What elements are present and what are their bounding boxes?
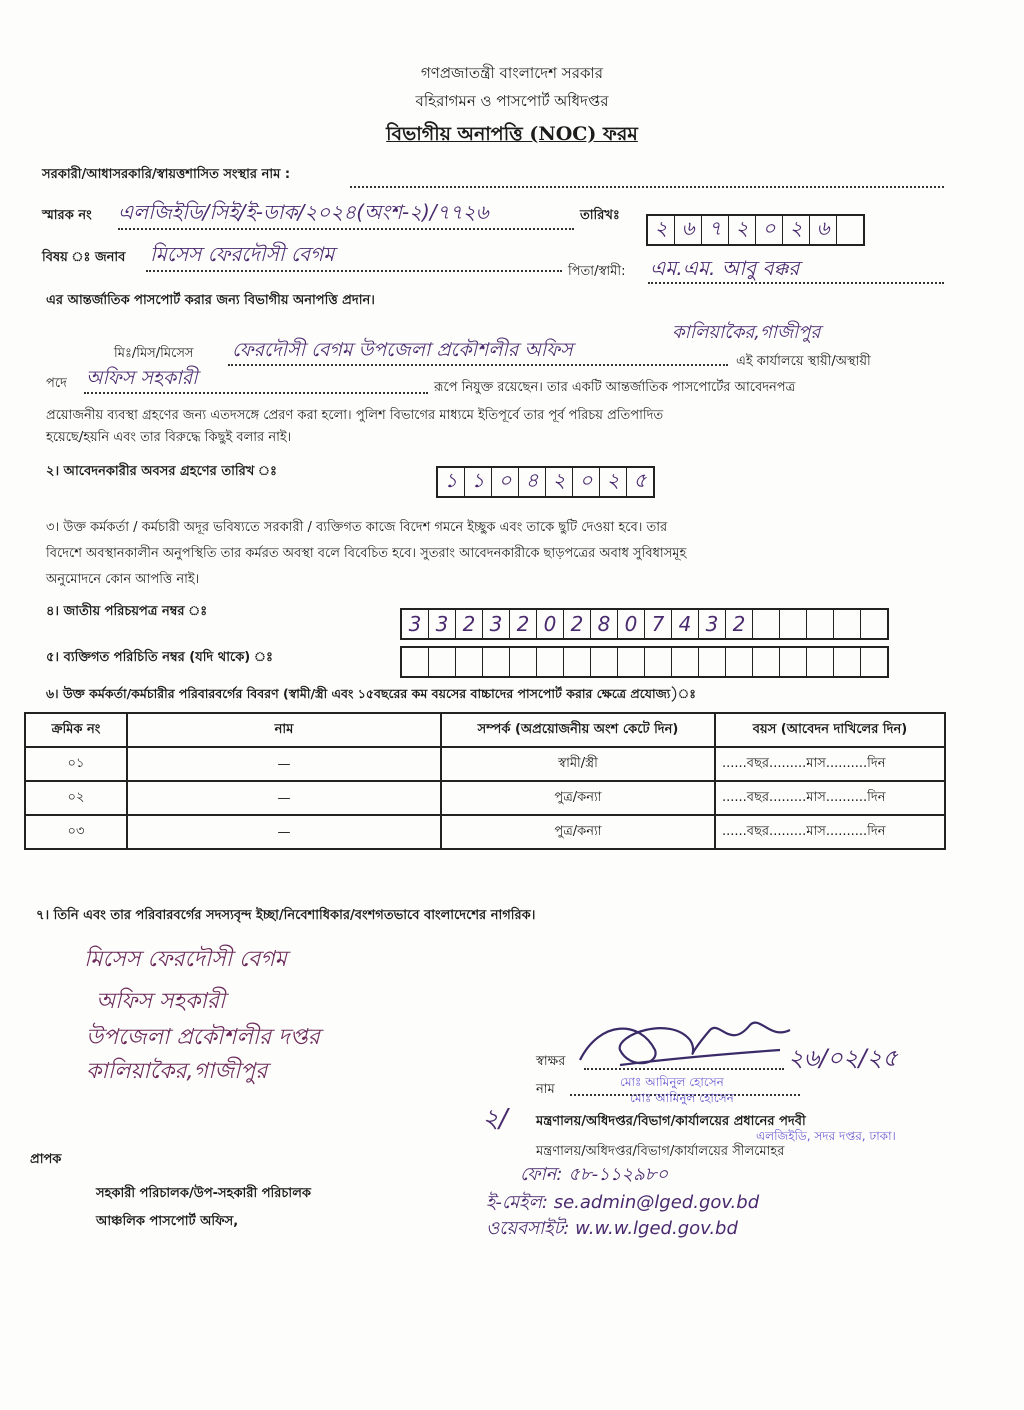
digit-box[interactable]: ২ (546, 468, 573, 496)
digit-box[interactable] (456, 648, 483, 676)
row-relation[interactable]: স্বামী/স্ত্রী (441, 747, 715, 781)
table-header-row (25, 713, 945, 747)
col-name: নাম (127, 713, 441, 747)
website-hw: ওয়েবসাইট: w.w.w.lged.gov.bd (486, 1218, 738, 1239)
signature-label: স্বাক্ষর (536, 1054, 566, 1069)
item3-line2: বিদেশে অবস্থানকালীন অনুপস্থিতি তার কর্মরত অবস্থা বলে বিবেচিত হবে। সুতরাং আবেদনকারীকে ছাড়পত্রের অবাধ সুবিধাসমূহ (46, 546, 687, 561)
digit-box[interactable]: ২ (729, 216, 756, 244)
digit-box[interactable]: 0 (618, 610, 645, 638)
row-name[interactable]: — (127, 815, 441, 849)
row-age[interactable]: ......বছর.........মাস..........দিন (715, 781, 945, 815)
memo-number[interactable]: এলজিইডি/সিই/ই-ডাক/২০২৪(অংশ-২)/৭৭২৬ (118, 200, 489, 224)
digit-box[interactable] (429, 648, 456, 676)
item3-line1: ৩। উক্ত কর্মকর্তা / কর্মচারী অদূর ভবিষ্যতে সরকারী / ব্যক্তিগত কাজে বিদেশ গমনে ইচ্ছুক এবং তাকে ছুটি দেওয়া হবে। তার (46, 520, 668, 535)
digit-box[interactable]: 2 (726, 610, 753, 638)
applicant-name-hw: মিসেস ফেরদৌসী বেগম (84, 947, 287, 972)
digit-box[interactable]: ২ (783, 216, 810, 244)
memo-underline (118, 228, 574, 230)
applicant-location-hw: কালিয়াকৈর,গাজীপুর (86, 1059, 268, 1084)
retirement-date-boxes[interactable] (436, 466, 655, 498)
father-underline (648, 282, 944, 284)
digit-box[interactable]: ৭ (702, 216, 729, 244)
row-age[interactable]: ......বছর.........মাস..........দিন (715, 747, 945, 781)
office-name-label: সরকারী/আধাসরকারি/স্বায়ত্তশাসিত সংস্থার নাম : (42, 167, 291, 182)
applicant-office-hw: উপজেলা প্রকৌশলীর দপ্তর (86, 1025, 320, 1050)
digit-box[interactable]: ৬ (810, 216, 837, 244)
col-serial: ক্রমিক নং (25, 713, 127, 747)
digit-box[interactable] (753, 648, 780, 676)
retirement-date-label: ২। আবেদনকারীর অবসর গ্রহণের তারিখ ঃ (46, 464, 277, 479)
digit-box[interactable] (591, 648, 618, 676)
signature-line[interactable] (584, 1068, 784, 1070)
designation-label: মন্ত্রণালয়/অধিদপ্তর/বিভাগ/কার্যালয়ের প্রধানের পদবী (536, 1114, 806, 1129)
recipient-line2: আঞ্চলিক পাসপোর্ট অফিস, (96, 1214, 239, 1229)
row-serial: ০৩ (25, 815, 127, 849)
stamp-name-1: মোঃ আমিনুল হোসেন (620, 1075, 724, 1089)
digit-box[interactable] (699, 648, 726, 676)
digit-box[interactable]: 3 (483, 610, 510, 638)
father-label: পিতা/স্বামী: (568, 264, 626, 279)
digit-box[interactable] (837, 216, 863, 244)
digit-box[interactable]: 7 (645, 610, 672, 638)
table-row (25, 815, 945, 849)
table-row (25, 747, 945, 781)
digit-box[interactable] (807, 610, 834, 638)
form-title-text: বিভাগীয় অনাপত্তি (NOC) ফরম (386, 123, 638, 145)
post-underline (84, 392, 428, 394)
digit-box[interactable] (645, 648, 672, 676)
digit-box[interactable] (483, 648, 510, 676)
applicant-post-hw: অফিস সহকারী (96, 989, 226, 1014)
digit-box[interactable] (672, 648, 699, 676)
digit-box[interactable] (834, 610, 861, 638)
nid-number-boxes[interactable] (400, 608, 889, 640)
digit-box[interactable]: 2 (564, 610, 591, 638)
digit-box[interactable]: ২ (600, 468, 627, 496)
recipient-label: প্রাপক (30, 1152, 62, 1167)
office-location-hw: কালিয়াকৈর,গাজীপুর (672, 322, 821, 343)
stamp-office: এলজিইডি, সদর দপ্তর, ঢাকা। (756, 1129, 896, 1143)
digit-box[interactable]: 3 (429, 610, 456, 638)
father-name[interactable]: এম.এম. আবু বক্কর (650, 256, 800, 280)
digit-box[interactable]: ৪ (519, 468, 546, 496)
govt-title: গণপ্রজাতন্ত্রী বাংলাদেশ সরকার (420, 64, 604, 82)
employee-name-underline (228, 364, 728, 366)
digit-box[interactable] (807, 648, 834, 676)
digit-box[interactable]: ২ (648, 216, 675, 244)
post-label: পদে (46, 376, 67, 391)
para1-text3: হয়েছে/হয়নি এবং তার বিরুদ্ধে কিছুই বলার নাই। (46, 430, 292, 445)
digit-box[interactable] (834, 648, 861, 676)
date-label: তারিখঃ (580, 208, 620, 223)
recipient-line1: সহকারী পরিচালক/উপ-সহকারী পরিচালক (96, 1186, 311, 1201)
digit-box[interactable]: ০ (573, 468, 600, 496)
digit-box[interactable]: ০ (756, 216, 783, 244)
personal-id-label: ৫। ব্যক্তিগত পরিচিতি নম্বর (যদি থাকে) ঃ (46, 650, 273, 665)
digit-box[interactable] (726, 648, 753, 676)
table-row (25, 781, 945, 815)
row-serial: ০২ (25, 781, 127, 815)
row-relation[interactable]: পুত্র/কন্যা (441, 815, 715, 849)
digit-box[interactable]: 2 (456, 610, 483, 638)
name-label: নাম (536, 1082, 555, 1097)
para1-prefix: মিঃ/মিস/মিসেস (114, 346, 194, 361)
digit-box[interactable] (564, 648, 591, 676)
digit-box[interactable] (780, 610, 807, 638)
dept-title: বহিরাগমন ও পাসপোর্ট অধিদপ্তর (415, 92, 609, 110)
digit-box[interactable] (618, 648, 645, 676)
subject-line2: এর আন্তর্জাতিক পাসপোর্ট করার জন্য বিভাগীয় অনাপত্তি প্রদান। (46, 293, 375, 308)
digit-box[interactable] (510, 648, 537, 676)
subject-underline (146, 270, 562, 272)
subject-label: বিষয় ঃ জনাব (42, 250, 126, 265)
signature-date-hw: ২৬/০২/২৫ (788, 1044, 898, 1072)
row-relation[interactable]: পুত্র/কন্যা (441, 781, 715, 815)
para1-text1: রূপে নিযুক্ত রয়েছেন। তার একটি আন্তর্জাতিক পাসপোর্টের আবেদনপত্র (434, 380, 796, 395)
subject-name[interactable]: মিসেস ফেরদৌসী বেগম (150, 242, 335, 266)
digit-box[interactable] (753, 610, 780, 638)
stamp-name-2: মোঃ আমিনুল হোসেন (630, 1091, 734, 1105)
digit-box[interactable]: ১ (465, 468, 492, 496)
digit-box[interactable]: 4 (672, 610, 699, 638)
family-table (24, 712, 946, 850)
digit-box[interactable]: 2 (510, 610, 537, 638)
item3-line3: অনুমোদনে কোন আপত্তি নাই। (46, 572, 200, 587)
family-details-label: ৬। উক্ত কর্মকর্তা/কর্মচারীর পরিবারবর্গের বিবরণ (স্বামী/স্ত্রী এবং ১৫বছরের কম বয়সের বাচ্চাদের পাসপোর্ট করার ক্ষেত্রে প্রযোজ্য)ঃ (46, 686, 696, 701)
sign-mark-hw: ২/ (482, 1104, 508, 1134)
nid-label: ৪। জাতীয় পরিচয়পত্র নম্বর ঃ (46, 604, 208, 619)
digit-box[interactable]: ০ (492, 468, 519, 496)
citizenship-statement: ৭। তিনি এবং তার পরিবারবর্গের সদস্যবৃন্দ ইচ্ছা/নিবেশাধিকার/বংশগতভাবে বাংলাদেশের নাগরিক। (36, 908, 536, 923)
digit-box[interactable]: ৬ (675, 216, 702, 244)
col-age: বয়স (আবেদন দাখিলের দিন) (715, 713, 945, 747)
row-age[interactable]: ......বছর.........মাস..........দিন (715, 815, 945, 849)
form-title (0, 120, 1024, 152)
office-name-field[interactable] (350, 186, 944, 188)
personal-id-boxes[interactable] (400, 646, 889, 678)
digit-box[interactable]: 8 (591, 610, 618, 638)
digit-box[interactable] (537, 648, 564, 676)
digit-box[interactable]: ৫ (633, 467, 647, 492)
email-hw: ই-মেইল: se.admin@lged.gov.bd (486, 1192, 760, 1213)
digit-box[interactable]: 3 (699, 610, 726, 638)
digit-box[interactable] (861, 610, 887, 638)
row-name[interactable]: — (127, 781, 441, 815)
digit-box[interactable] (780, 648, 807, 676)
digit-box[interactable]: 0 (537, 610, 564, 638)
row-name[interactable]: — (127, 747, 441, 781)
seal-label: মন্ত্রণালয়/অধিদপ্তর/বিভাগ/কার্যালয়ের সীলমোহর (536, 1144, 785, 1159)
memo-date-boxes[interactable] (646, 214, 865, 246)
memo-label: স্মারক নং (42, 208, 92, 223)
para1-suffix: এই কার্যালয়ে স্থায়ী/অস্থায়ী (736, 354, 871, 369)
digit-box[interactable]: ১ (438, 468, 465, 496)
digit-box[interactable]: 3 (402, 610, 429, 638)
employee-name-office[interactable]: ফেরদৌসী বেগম উপজেলা প্রকৌশলীর অফিস (232, 339, 573, 361)
digit-box[interactable] (402, 648, 429, 676)
post-value[interactable]: অফিস সহকারী (86, 367, 198, 389)
para1-text2: প্রয়োজনীয় ব্যবস্থা গ্রহণের জন্য এতদসঙ্গে প্রেরণ করা হলো। পুলিশ বিভাগের মাধ্যমে ইতিপূর্বে তার পূর্ব পরিচয় প্রতিপাদিত (46, 408, 664, 423)
col-relation: সম্পর্ক (অপ্রয়োজনীয় অংশ কেটে দিন) (441, 713, 715, 747)
row-serial: ০১ (25, 747, 127, 781)
phone-hw: ফোন: ৫৮-১১২৯৮০ (520, 1164, 669, 1185)
digit-box[interactable] (861, 648, 887, 676)
